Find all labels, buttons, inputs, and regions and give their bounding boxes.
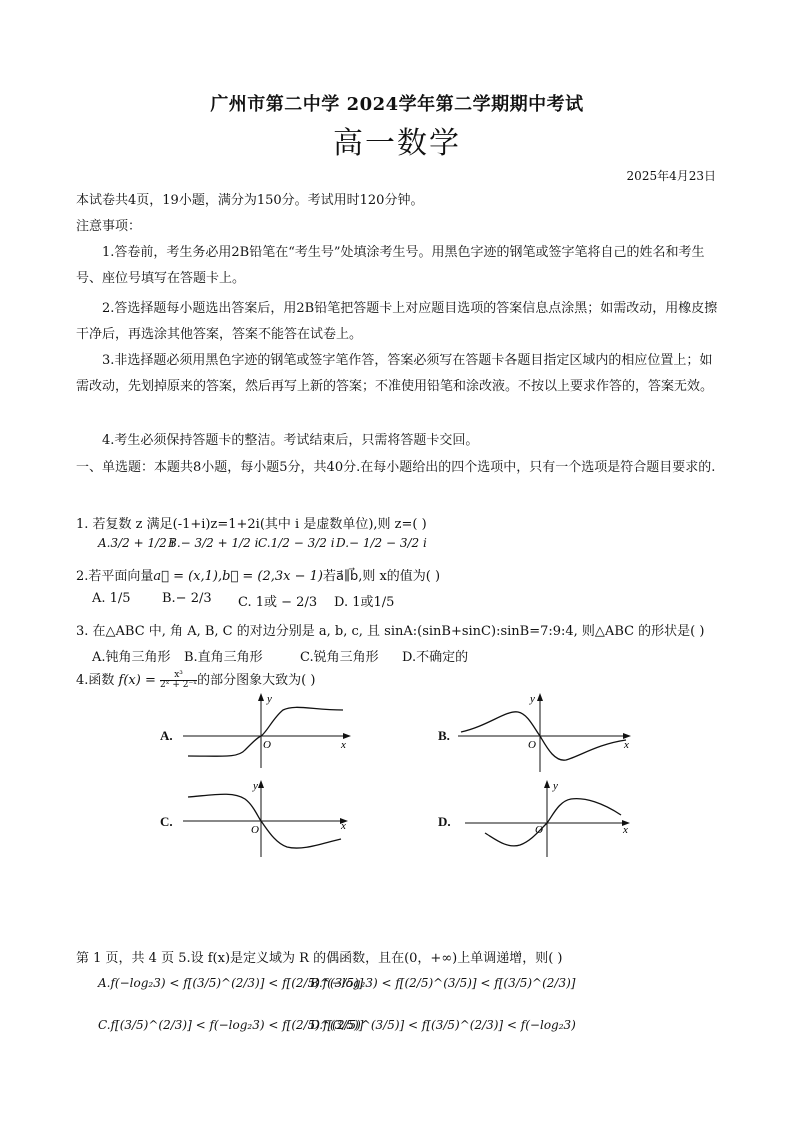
section-heading: 一、单选题：本题共8小题，每小题5分，共40分.在每小题给出的四个选项中，只有一个选项是符合题目要求的. bbox=[76, 460, 716, 475]
origin-label: O bbox=[528, 739, 536, 751]
question-3-option-a: A.钝角三角形 bbox=[92, 650, 171, 665]
question-1-option-a: A.3/2 + 1/2 i bbox=[98, 536, 175, 550]
notice-item: 3.非选择题必须用黑色字迹的钢笔或签字笔作答，答案必须写在答题卡各题目指定区域内的相应位置上；如需改动，先划掉原来的答案，然后再写上新的答案；不准使用铅笔和涂改液。不按以上要求作答的，答案无效。 bbox=[76, 353, 714, 394]
question-2-suffix: 若a⃗∥b⃗,则 x的值为( ) bbox=[322, 569, 441, 584]
y-axis-arrow bbox=[258, 780, 264, 788]
x-axis-label: x bbox=[623, 824, 628, 836]
question-2-option-a: A. 1/5 bbox=[92, 591, 131, 606]
y-axis-label: y bbox=[530, 693, 535, 705]
question-5-option-d: D.f[(2/5)^(3/5)] < f[(3/5)^(2/3)] < f(−log₂3) bbox=[310, 1018, 576, 1032]
curve bbox=[485, 799, 621, 846]
question-2-option-b: B.− 2/3 bbox=[162, 591, 212, 606]
fraction-denominator: 2ˣ + 2⁻ˣ bbox=[160, 680, 198, 690]
question-2-option-d: D. 1或1/5 bbox=[334, 595, 395, 610]
question-3-stem: 3. 在△ABC 中, 角 A, B, C 的对边分别是 a, b, c, 且 sinA:(sinB+sinC):sinB=7:9:4, 则△ABC 的形状是( ) bbox=[76, 624, 705, 639]
question-2-stem bbox=[76, 565, 440, 584]
question-5-option-a: A.f(−log₂3) < f[(3/5)^(2/3)] < f[(2/5)^(3/5)] bbox=[98, 976, 364, 990]
question-4-stem bbox=[76, 669, 315, 690]
question-4-suffix: 的部分图象大致为( ) bbox=[197, 673, 316, 688]
graph-b-label: B. bbox=[438, 728, 450, 743]
origin-label: O bbox=[535, 824, 543, 836]
graph-a bbox=[183, 690, 358, 770]
question-2-vectors: a⃗ = (x,1),b⃗ = (2,3x − 1) bbox=[153, 569, 323, 584]
y-axis-arrow bbox=[258, 693, 264, 701]
question-1-option-d: D.− 1/2 − 3/2 i bbox=[336, 536, 427, 550]
page-footer-and-question-5: 第 1 页，共 4 页 5.设 f(x)是定义域为 R 的偶函数，且在(0，+∞)上单调递增，则( ) bbox=[76, 951, 563, 966]
question-1-stem: 1. 若复数 z 满足(-1+i)z=1+2i(其中 i 是虚数单位),则 z=( ) bbox=[76, 517, 427, 532]
question-3-option-c: C.锐角三角形 bbox=[300, 650, 379, 665]
question-3-option-b: B.直角三角形 bbox=[184, 650, 263, 665]
question-4-function: f(x) = bbox=[118, 673, 156, 688]
question-2-option-c: C. 1或 − 2/3 bbox=[238, 595, 318, 610]
graph-b bbox=[458, 690, 638, 775]
question-4-prefix: 4.函数 bbox=[76, 673, 115, 688]
graph-a-label: A. bbox=[160, 728, 173, 743]
y-axis-arrow bbox=[544, 780, 550, 788]
question-1-option-c: C.1/2 − 3/2 i bbox=[258, 536, 335, 550]
exam-date: 2025年4月23日 bbox=[626, 169, 716, 183]
question-5-option-b: B.f(−log₂3) < f[(2/5)^(3/5)] < f[(3/5)^(2/3)] bbox=[310, 976, 576, 990]
question-2-prefix: 2.若平面向量 bbox=[76, 569, 154, 584]
y-axis-label: y bbox=[267, 693, 272, 705]
notice-item: 1.答卷前，考生务必用2B铅笔在“考生号”处填涂考生号。用黑色字迹的钢笔或签字笔将自己的姓名和考生号、座位号填写在答题卡上。 bbox=[76, 245, 705, 286]
exam-summary: 本试卷共4页，19小题，满分为150分。考试用时120分钟。 bbox=[76, 193, 424, 208]
x-axis-label: x bbox=[624, 739, 629, 751]
fraction-numerator: x³ bbox=[160, 671, 197, 681]
question-5-option-c: C.f[(3/5)^(2/3)] < f(−log₂3) < f[(2/5)^(3/5)] bbox=[98, 1018, 364, 1032]
exam-title: 广州市第二中学 2024学年第二学期期中考试 bbox=[210, 94, 584, 115]
notice-heading: 注意事项： bbox=[76, 219, 142, 234]
origin-label: O bbox=[263, 739, 271, 751]
graph-d bbox=[465, 777, 640, 862]
x-axis-label: x bbox=[341, 820, 346, 832]
notice-item: 4.考生必须保持答题卡的整洁。考试结束后，只需将答题卡交回。 bbox=[102, 433, 479, 448]
graph-d-label: D. bbox=[438, 814, 451, 829]
y-axis-label: y bbox=[553, 780, 558, 792]
y-axis-arrow bbox=[537, 693, 543, 701]
question-1-option-b: B.− 3/2 + 1/2 i bbox=[168, 536, 259, 550]
question-3-option-d: D.不确定的 bbox=[402, 650, 469, 665]
y-axis-label: y bbox=[253, 780, 258, 792]
graph-c-label: C. bbox=[160, 814, 173, 829]
question-4-fraction bbox=[160, 671, 197, 690]
x-axis-label: x bbox=[341, 739, 346, 751]
graph-c bbox=[183, 777, 358, 862]
notice-item: 2.答选择题每小题选出答案后，用2B铅笔把答题卡上对应题目选项的答案信息点涂黑；如需改动，用橡皮擦干净后，再选涂其他答案，答案不能答在试卷上。 bbox=[76, 301, 718, 342]
origin-label: O bbox=[251, 824, 259, 836]
exam-subject: 高一数学 bbox=[333, 126, 461, 161]
